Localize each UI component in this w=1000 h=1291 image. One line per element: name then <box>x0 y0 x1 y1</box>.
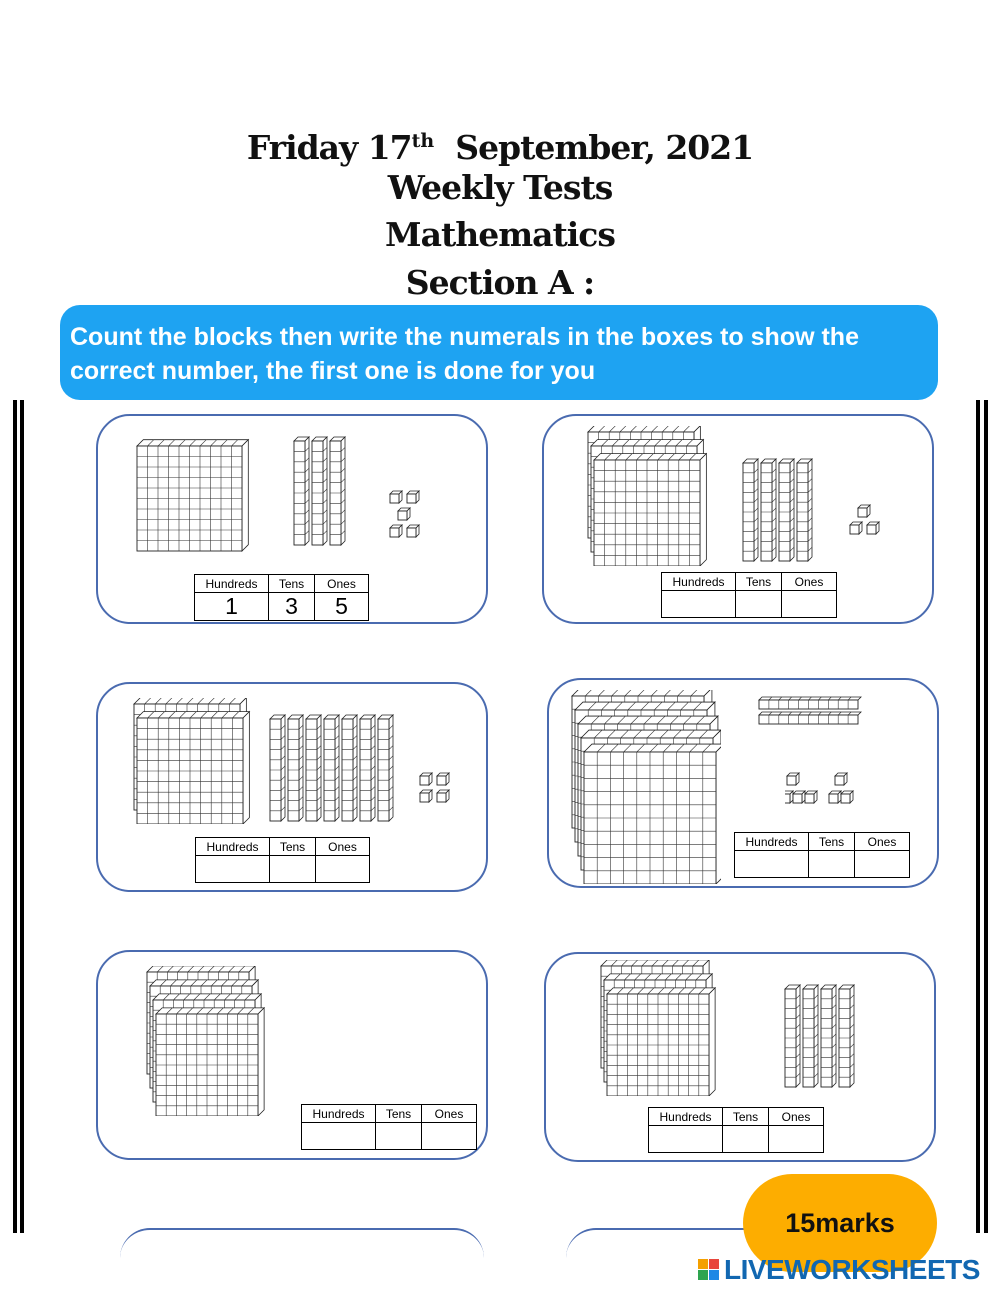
tens-blocks <box>758 696 862 728</box>
place-value-table <box>194 574 369 621</box>
exercise-card-3 <box>96 682 488 892</box>
tens-header: Tens <box>270 838 316 856</box>
ones-blocks <box>785 772 859 808</box>
brand-logo[interactable] <box>698 1254 998 1286</box>
section-heading: Section A : <box>405 263 595 302</box>
ten-rod <box>330 437 345 545</box>
brand-icon <box>698 1259 720 1281</box>
ten-rod <box>306 715 321 821</box>
tens-blocks <box>269 714 399 822</box>
hundreds-header: Hundreds <box>302 1105 376 1123</box>
right-border-bar-2 <box>984 400 988 1233</box>
tens-blocks <box>742 458 814 562</box>
tens-answer[interactable] <box>376 1123 422 1150</box>
ones-answer[interactable] <box>422 1123 477 1150</box>
tens-blocks <box>784 984 856 1088</box>
ones-header: Ones <box>769 1108 824 1126</box>
ten-rod <box>759 712 861 724</box>
ten-rod <box>342 715 357 821</box>
one-cube <box>805 791 817 803</box>
tens-answer[interactable] <box>723 1126 769 1153</box>
one-cube <box>420 790 432 802</box>
left-border-bar-2 <box>20 400 24 1233</box>
hundreds-header: Hundreds <box>662 573 736 591</box>
hundreds-blocks <box>136 438 251 553</box>
ten-rod <box>743 459 758 561</box>
instruction-banner: Count the blocks then write the numerals in the boxes to show the correct number, the first one is done for you <box>60 305 938 400</box>
ones-blocks <box>388 490 428 544</box>
hundred-flat <box>137 440 248 551</box>
hundreds-header: Hundreds <box>195 575 269 593</box>
ones-answer[interactable] <box>782 591 837 618</box>
one-cube <box>437 773 449 785</box>
ten-rod <box>324 715 339 821</box>
tens-blocks <box>293 436 353 546</box>
hundreds-blocks <box>133 698 251 824</box>
ones-header: Ones <box>316 838 370 856</box>
hundred-flat <box>584 744 721 884</box>
ten-rod <box>821 985 836 1087</box>
test-heading: Weekly Tests <box>387 168 613 207</box>
place-value-table <box>734 832 910 878</box>
hundreds-answer[interactable] <box>662 591 736 618</box>
one-cube <box>858 505 870 517</box>
date-suffix: September, 2021 <box>455 128 754 167</box>
exercise-card-4 <box>547 678 939 888</box>
date-superscript: th <box>411 130 435 152</box>
ones-header: Ones <box>855 833 910 851</box>
ten-rod <box>288 715 303 821</box>
exercise-card-2 <box>542 414 934 624</box>
hundreds-blocks <box>587 426 707 566</box>
ten-rod <box>759 697 861 709</box>
hundreds-blocks <box>600 960 720 1096</box>
marks-badge: 15marks <box>743 1174 937 1272</box>
hundred-flat <box>607 988 715 1096</box>
tens-answer[interactable] <box>809 851 855 878</box>
one-cube <box>787 773 799 785</box>
ones-answer[interactable] <box>316 856 370 883</box>
ten-rod <box>360 715 375 821</box>
hundreds-answer[interactable] <box>196 856 270 883</box>
ones-answer[interactable] <box>769 1126 824 1153</box>
hundred-flat <box>137 712 249 824</box>
hundreds-blocks <box>571 690 721 884</box>
one-cube <box>390 525 402 537</box>
one-cube <box>867 522 879 534</box>
tens-answer[interactable] <box>736 591 782 618</box>
date-heading <box>0 119 1000 170</box>
tens-header: Tens <box>736 573 782 591</box>
ten-rod <box>797 459 812 561</box>
tens-header: Tens <box>376 1105 422 1123</box>
hundreds-header: Hundreds <box>649 1108 723 1126</box>
hundred-flat <box>156 1008 264 1116</box>
tens-answer[interactable] <box>270 856 316 883</box>
one-cube <box>793 791 805 803</box>
ten-rod <box>785 985 800 1087</box>
ten-rod <box>803 985 818 1087</box>
tens-header: Tens <box>269 575 315 593</box>
ten-rod <box>779 459 794 561</box>
ten-rod <box>839 985 854 1087</box>
hundreds-header: Hundreds <box>735 833 809 851</box>
one-cube <box>407 491 419 503</box>
place-value-table <box>661 572 837 618</box>
ones-blocks <box>848 504 880 538</box>
one-cube <box>829 791 841 803</box>
place-value-table <box>648 1107 824 1153</box>
ten-rod <box>270 715 285 821</box>
hundreds-header: Hundreds <box>196 838 270 856</box>
date-prefix: Friday 17 <box>246 128 412 167</box>
right-border-bar-1 <box>976 400 980 1233</box>
ones-header: Ones <box>782 573 837 591</box>
left-border-bar-1 <box>13 400 17 1233</box>
ten-rod <box>312 437 327 545</box>
one-cube <box>835 773 847 785</box>
hundreds-answer[interactable] <box>735 851 809 878</box>
hundreds-blocks <box>146 966 266 1116</box>
tens-header: Tens <box>723 1108 769 1126</box>
brand-name: LIVEWORKSHEETS <box>724 1254 980 1285</box>
ones-header: Ones <box>422 1105 477 1123</box>
ten-rod <box>378 715 393 821</box>
exercise-card-7-partial <box>120 1228 484 1260</box>
exercise-card-6 <box>544 952 936 1162</box>
hundreds-answer[interactable] <box>302 1123 376 1150</box>
ones-header: Ones <box>315 575 369 593</box>
ten-rod <box>294 437 309 545</box>
hundreds-answer[interactable]: 1 <box>195 593 269 621</box>
one-cube <box>437 790 449 802</box>
place-value-table <box>301 1104 477 1150</box>
ones-answer[interactable]: 5 <box>315 593 369 621</box>
tens-answer[interactable]: 3 <box>269 593 315 621</box>
one-cube <box>850 522 862 534</box>
one-cube <box>785 791 793 803</box>
ten-rod <box>761 459 776 561</box>
ones-answer[interactable] <box>855 851 910 878</box>
tens-header: Tens <box>809 833 855 851</box>
one-cube <box>841 791 853 803</box>
subject-heading: Mathematics <box>385 215 615 254</box>
hundreds-answer[interactable] <box>649 1126 723 1153</box>
one-cube <box>407 525 419 537</box>
one-cube <box>420 773 432 785</box>
one-cube <box>390 491 402 503</box>
one-cube <box>398 508 410 520</box>
place-value-table <box>195 837 370 883</box>
exercise-card-5 <box>96 950 488 1160</box>
exercise-card-1 <box>96 414 488 624</box>
ones-blocks <box>418 772 462 810</box>
hundred-flat <box>594 454 706 566</box>
